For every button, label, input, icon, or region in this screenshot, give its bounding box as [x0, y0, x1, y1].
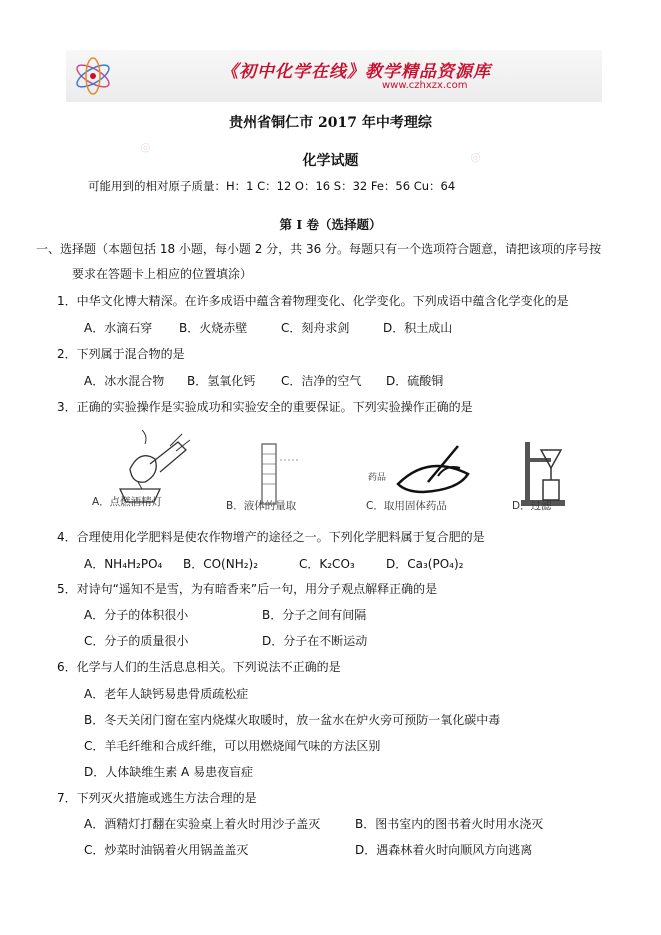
banner-title: 《初中化学在线》教学精品资源库	[221, 62, 491, 82]
option-b: B．火烧赤壁	[179, 321, 248, 335]
atom-logo-icon	[70, 56, 116, 96]
option-c: C．分子的质量很小	[84, 634, 189, 648]
question-stem: 4．合理使用化学肥料是使农作物增产的途径之一。下列化学肥料属于复合肥的是	[57, 530, 485, 544]
figure-caption-b: B．液体的量取	[226, 500, 297, 512]
option-d: D．人体缺维生素 A 易患夜盲症	[84, 765, 254, 779]
instructions-line-2: 要求在答题卡上相应的位置填涂）	[72, 267, 253, 281]
option-b: B．分子之间有间隔	[262, 608, 367, 622]
option-b: B．氢氧化钙	[187, 374, 256, 388]
question-stem: 2．下列属于混合物的是	[57, 347, 185, 361]
question-stem: 7．下列灭火措施或逃生方法合理的是	[57, 791, 257, 805]
banner-url[interactable]: www.czhxzx.com	[382, 80, 468, 91]
section-title: 第 I 卷（选择题）	[279, 217, 382, 232]
option-a: A．分子的体积很小	[84, 608, 189, 622]
option-c: C．洁净的空气	[281, 374, 362, 388]
option-d: D．分子在不断运动	[262, 634, 368, 648]
exam-title: 贵州省铜仁市 2017 年中考理综	[229, 115, 432, 131]
option-d: D．遇森林着火时向顺风方向逃离	[355, 843, 533, 857]
option-c: C．炒菜时油锅着火用锅盖盖灭	[84, 843, 249, 857]
question-stem: 3．正确的实验操作是实验成功和实验安全的重要保证。下列实验操作正确的是	[57, 400, 473, 414]
atomic-mass-line: 可能用到的相对原子质量：H：1 C：12 O：16 S：32 Fe：56 Cu：64	[88, 179, 456, 193]
header-banner	[66, 50, 602, 102]
option-a: A．酒精灯打翻在实验桌上着火时用沙子盖灭	[84, 817, 321, 831]
question-stem: 5．对诗句“遥知不是雪，为有暗香来”后一句，用分子观点解释正确的是	[57, 582, 438, 596]
watermark-stamp: ◎	[467, 148, 483, 166]
figure-caption-c: C．取用固体药品	[366, 500, 447, 512]
option-a: A．水滴石穿	[84, 321, 153, 335]
instructions-line-1: 一、选择题（本题包括 18 小题，每小题 2 分，共 36 分。每题只有一个选项符合题意，请把该项的序号按	[36, 242, 602, 256]
option-c: C．刻舟求剑	[281, 321, 350, 335]
option-c: C．K₂CO₃	[299, 557, 355, 571]
option-c: C．羊毛纤维和合成纤维，可以用燃烧闻气味的方法区别	[84, 739, 381, 753]
option-d: D．Ca₃(PO₄)₂	[386, 557, 464, 571]
option-a: A．冰水混合物	[84, 374, 165, 388]
watermark-stamp: ◎	[137, 138, 153, 156]
option-b: B．冬天关闭门窗在室内烧煤火取暖时，放一盆水在炉火旁可预防一氧化碳中毒	[84, 713, 501, 727]
question-stem: 6．化学与人们的生活息息相关。下列说法不正确的是	[57, 660, 341, 674]
figure-caption-d: D．过滤	[512, 500, 552, 512]
option-d: D．积土成山	[383, 321, 453, 335]
option-a: A．NH₄H₂PO₄	[84, 557, 163, 571]
option-d: D．硫酸铜	[386, 374, 444, 388]
figure-label-reagent: 药品	[368, 473, 387, 483]
figure-caption-a: A．点燃酒精灯	[92, 496, 163, 508]
exam-subtitle: 化学试题	[302, 153, 359, 169]
option-b: B．图书室内的图书着火时用水浇灭	[355, 817, 544, 831]
question-stem: 1．中华文化博大精深。在许多成语中蕴含着物理变化、化学变化。下列成语中蕴含化学变化的是	[57, 294, 569, 308]
option-a: A．老年人缺钙易患骨质疏松症	[84, 687, 249, 701]
option-b: B．CO(NH₂)₂	[183, 557, 259, 571]
